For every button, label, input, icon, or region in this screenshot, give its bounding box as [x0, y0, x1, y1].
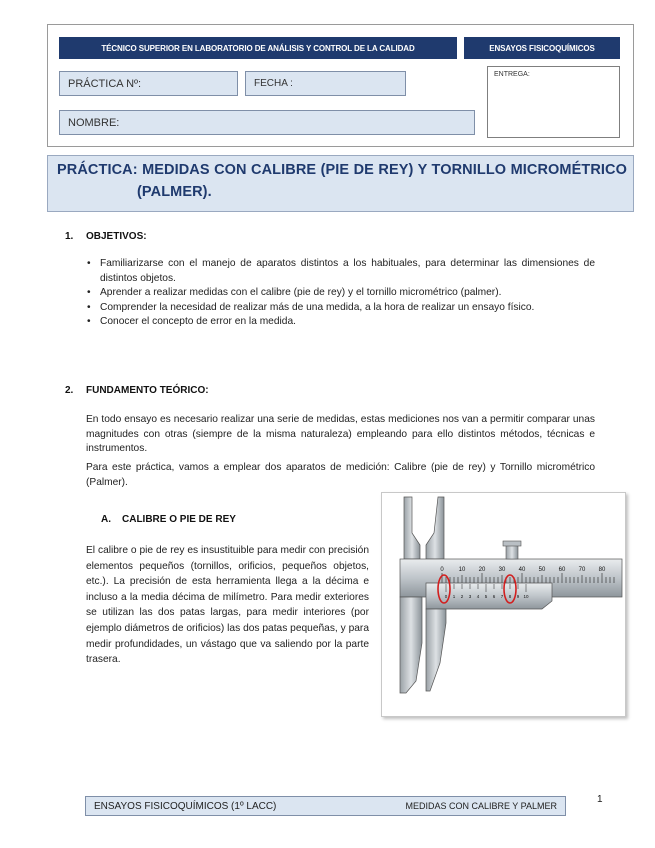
fecha-field[interactable]	[245, 71, 406, 96]
vernier-label: 1	[452, 594, 456, 599]
fundamento-paragraph-1: En todo ensayo es necesario realizar una serie de medidas, estas mediciones nos van a permitir comparar unas magnitudes con otras (siempre de la misma naturaleza) empleando para ello distintos métodos, técnicas e instrumentos.	[86, 414, 595, 455]
scale-label: 60	[558, 567, 566, 573]
footer-course: ENSAYOS FISICOQUÍMICOS (1º LACC)	[94, 800, 277, 812]
scale-label: 70	[578, 567, 586, 573]
scale-label: 20	[478, 567, 486, 573]
vernier-label: 5	[484, 594, 488, 599]
entrega-box[interactable]	[487, 66, 620, 138]
nombre-label: NOMBRE:	[68, 116, 120, 129]
footer-topic: MEDIDAS CON CALIBRE Y PALMER	[405, 801, 557, 811]
vernier-label: 0	[444, 594, 448, 599]
upper-fixed-jaw	[404, 497, 420, 559]
lock-screw	[506, 545, 518, 559]
module-title: ENSAYOS FISICOQUÍMICOS	[489, 43, 595, 53]
upper-sliding-jaw	[426, 497, 444, 559]
vernier-label: 8	[508, 594, 512, 599]
scale-label: 40	[518, 567, 526, 573]
practica-number-field[interactable]	[59, 71, 238, 96]
program-title: TÉCNICO SUPERIOR EN LABORATORIO DE ANÁLISIS Y CONTROL DE LA CALIDAD	[101, 43, 415, 53]
scale-label: 0	[440, 567, 444, 573]
lower-sliding-jaw	[426, 609, 446, 691]
nombre-field[interactable]	[59, 110, 475, 135]
fundamento-paragraph-2: Para este práctica, vamos a emplear dos aparatos de medición: Calibre (pie de rey) y Tornillo micrométrico (Palmer).	[86, 462, 595, 488]
scale-label: 50	[538, 567, 546, 573]
practica-label: PRÁCTICA Nº:	[68, 77, 142, 90]
fecha-label: FECHA :	[254, 78, 293, 89]
scale-label: 80	[598, 567, 606, 573]
practice-title-line1: PRÁCTICA: MEDIDAS CON CALIBRE (PIE DE REY) Y TORNILLO MICROMÉTRICO	[57, 162, 627, 178]
list-item: • Conocer el concepto de error en la medida.	[86, 315, 595, 330]
calibre-paragraph: El calibre o pie de rey es insustituible para medir con precisión elementos pequeños (tornillos, orificios, pequeños objetos, etc.). La precisión de esta herramienta llega a la décima e incluso a la media décima de milímetro. Para medir exteriores se utilizan las dos patas largas, para medir interiores (por ejemplo diámetros de orificios) las dos patas pequeñas, y para medir profundidades, un vástago que va saliendo por la parte trasera.	[86, 545, 369, 666]
vernier-label: 3	[468, 594, 472, 599]
list-item: • Familiarizarse con el manejo de aparatos distintos a los habituales, para determinar las dimensiones de distintos objetos.	[86, 257, 595, 286]
subsection-heading: CALIBRE O PIE DE REY	[122, 514, 236, 525]
list-item: • Comprender la necesidad de realizar más de una medida, a la hora de realizar un ensayo físico.	[86, 301, 595, 316]
objetivos-list	[86, 257, 595, 330]
page-footer	[85, 796, 566, 816]
list-item: • Aprender a realizar medidas con el calibre (pie de rey) y el tornillo micrométrico (palmer).	[86, 286, 595, 301]
lower-fixed-jaw	[400, 597, 422, 693]
scale-label: 10	[458, 567, 466, 573]
caliper-illustration	[382, 493, 625, 716]
vernier-label: 7	[500, 594, 504, 599]
module-banner	[464, 37, 620, 59]
vernier-label: 10	[523, 594, 529, 599]
section-fundamento-heading: FUNDAMENTO TEÓRICO:	[86, 385, 209, 396]
vernier-label: 6	[492, 594, 496, 599]
vernier-label: 9	[516, 594, 520, 599]
section-fundamento-number: 2.	[65, 385, 74, 396]
scale-label: 30	[498, 567, 506, 573]
entrega-label: ENTREGA:	[494, 71, 530, 78]
subsection-letter: A.	[101, 514, 111, 525]
page-number: 1	[597, 794, 603, 805]
caliper-figure	[381, 492, 626, 717]
practice-title-line2: (PALMER).	[137, 184, 212, 200]
vernier-label: 4	[476, 594, 480, 599]
vernier-label: 2	[460, 594, 464, 599]
section-objetivos-number: 1.	[65, 231, 74, 242]
program-banner	[59, 37, 457, 59]
section-objetivos-heading: OBJETIVOS:	[86, 231, 147, 242]
